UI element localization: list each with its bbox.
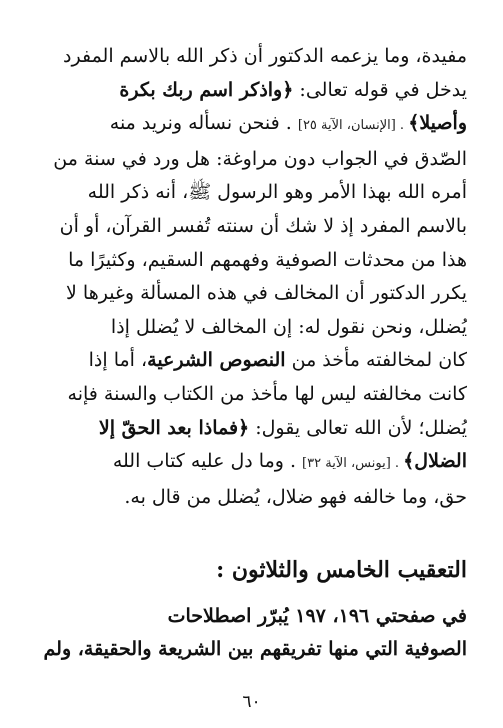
paragraph-main [36, 40, 467, 514]
paragraph-second [36, 600, 467, 666]
text-line [36, 412, 467, 446]
quran-quote: ﴿فماذا بعد الحقّ إلا [98, 416, 250, 439]
text-fragment: يدخل في قوله تعالى: [293, 78, 467, 101]
text-fragment: يُضلل؛ لأن الله تعالى يقول: [249, 416, 467, 439]
text-line: يكرر الدكتور أن المخالف في هذه المسألة وغيرها لا [66, 282, 467, 305]
text-line: كانت مخالفته ليس لها مأخذ من الكتاب والسنة فإنه [67, 382, 467, 405]
text-line: في صفحتي ١٩٦، ١٩٧ يُبرّر اصطلاحات [167, 605, 467, 627]
quran-quote: ﴿واذكر اسم ربك بكرة [119, 78, 294, 101]
page-number: ٦٠ [242, 692, 261, 712]
emphasis-text: النصوص الشرعية [147, 349, 286, 372]
quran-quote: الضلال﴾ [403, 450, 467, 473]
text-line [36, 344, 467, 378]
quran-quote: وأصيلا﴾ [408, 112, 467, 135]
text-line [36, 445, 467, 481]
verse-reference: . [الإنسان، الآية ٢٥] [297, 118, 409, 134]
text-line: بالاسم المفرد إذ لا شك أن سنته تُفسر القرآن، أو أن [59, 214, 467, 237]
text-fragment: ، أما إذا [88, 349, 148, 372]
text-line: حق، وما خالفه فهو ضلال، يُضلل من قال به. [124, 485, 467, 508]
text-line: الصّدق في الجواب دون مراوغة: هل ورد في سنة من [53, 147, 467, 170]
text-fragment: . وما دل عليه كتاب الله [112, 450, 303, 473]
text-line: هذا من محدثات الصوفية وفهمهم السقيم، وكثيرًا ما [68, 248, 467, 271]
text-line: يُضلل، ونحن نقول له: إن المخالف لا يُضلل إذا [110, 315, 467, 338]
text-line [36, 107, 467, 143]
text-fragment: . فنحن نسأله ونريد منه [109, 112, 298, 135]
text-line: أمره الله بهذا الأمر وهو الرسول ﷺ، أنه ذكر الله [87, 181, 467, 204]
text-fragment: كان لمخالفته مأخذ من [285, 349, 467, 372]
text-line: الصوفية التي منها تفريقهم بين الشريعة والحقيقة، ولم [43, 638, 467, 660]
text-line [36, 74, 467, 108]
verse-reference: . [يونس، الآية ٣٢] [302, 456, 404, 472]
section-heading: التعقيب الخامس والثلاثون : [216, 557, 467, 583]
text-line: مفيدة، وما يزعمه الدكتور أن ذكر الله بالاسم المفرد [63, 45, 467, 67]
